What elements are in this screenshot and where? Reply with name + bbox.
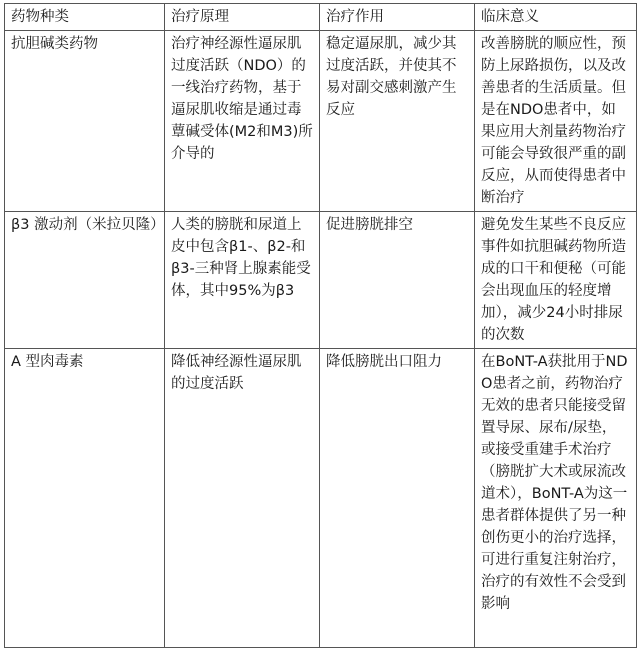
table-row bbox=[5, 212, 637, 349]
header-significance: 临床意义 bbox=[475, 4, 637, 31]
treatment-comparison-table bbox=[4, 3, 637, 648]
cell-effect: 降低膀胱出口阻力 bbox=[320, 349, 475, 648]
cell-significance: 在BoNT-A获批用于NDO患者之前，药物治疗无效的患者只能接受留置导尿、尿布/尿垫，或接受重建手术治疗（膀胱扩大术或尿流改道术），BoNT-A为这一患者群体提供了另一种创伤更小的治疗选择，可进行重复注射治疗，治疗的有效性不会受到影响 bbox=[475, 349, 637, 648]
document-page bbox=[4, 3, 636, 651]
cell-principle: 人类的膀胱和尿道上皮中包含β1-、β2-和β3-三种肾上腺素能受体，其中95%为β3 bbox=[165, 212, 320, 349]
cell-effect: 稳定逼尿肌，减少其过度活跃，并使其不易对副交感刺激产生反应 bbox=[320, 31, 475, 212]
cell-principle: 治疗神经源性逼尿肌过度活跃（NDO）的一线治疗药物，基于逼尿肌收缩是通过毒蕈碱受体(M2和M3)所介导的 bbox=[165, 31, 320, 212]
table-row bbox=[5, 349, 637, 648]
header-row bbox=[5, 4, 637, 31]
table-header bbox=[5, 4, 637, 31]
table-body bbox=[5, 31, 637, 648]
cell-significance: 避免发生某些不良反应事件如抗胆碱药物所造成的口干和便秘（可能会出现血压的轻度增加），减少24小时排尿的次数 bbox=[475, 212, 637, 349]
cell-principle: 降低神经源性逼尿肌的过度活跃 bbox=[165, 349, 320, 648]
header-principle: 治疗原理 bbox=[165, 4, 320, 31]
header-drug-class: 药物种类 bbox=[5, 4, 165, 31]
cell-effect: 促进膀胱排空 bbox=[320, 212, 475, 349]
header-effect: 治疗作用 bbox=[320, 4, 475, 31]
cell-drug-class: 抗胆碱类药物 bbox=[5, 31, 165, 212]
cell-drug-class: β3 激动剂（米拉贝隆） bbox=[5, 212, 165, 349]
table-row bbox=[5, 31, 637, 212]
cell-drug-class: A 型肉毒素 bbox=[5, 349, 165, 648]
cell-significance: 改善膀胱的顺应性，预防上尿路损伤，以及改善患者的生活质量。但是在NDO患者中，如果应用大剂量药物治疗可能会导致很严重的副反应，从而使得患者中断治疗 bbox=[475, 31, 637, 212]
